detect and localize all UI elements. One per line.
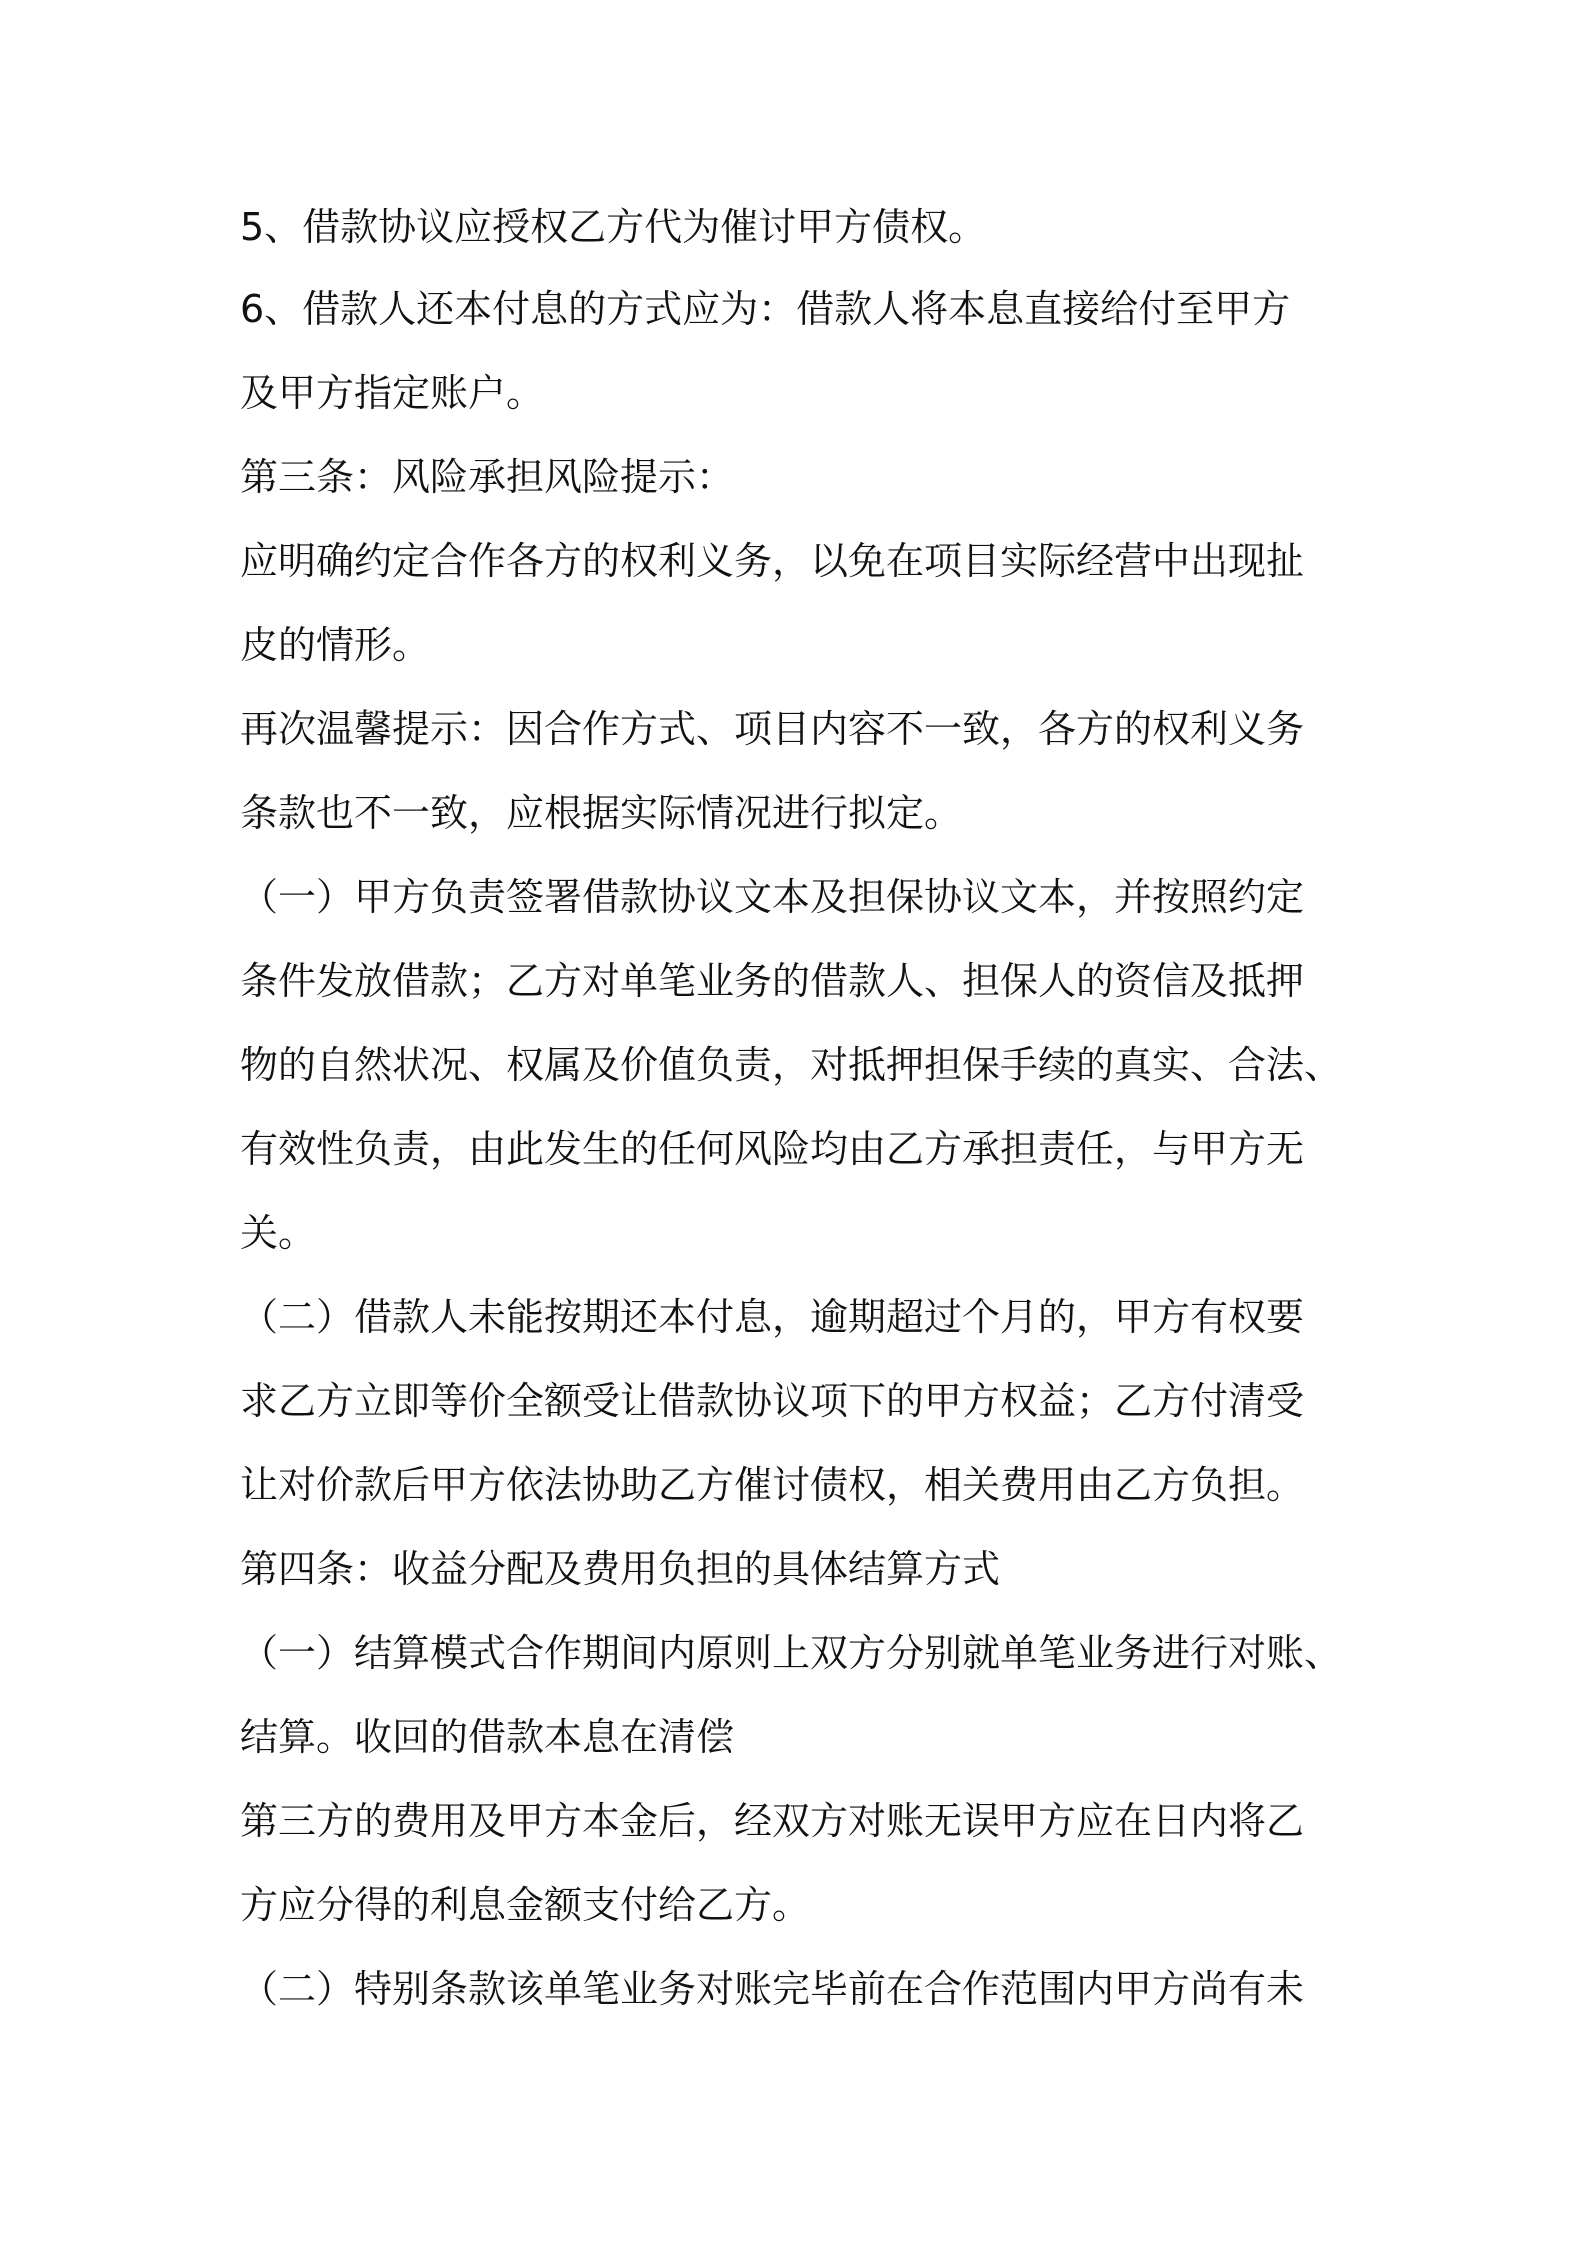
text-line: 第三方的费用及甲方本金后，经双方对账无误甲方应在日内将乙 bbox=[240, 1799, 1305, 1843]
text-line: 物的自然状况、权属及价值负责，对抵押担保手续的真实、合法、 bbox=[240, 1043, 1343, 1087]
text-line: 结算。收回的借款本息在清偿 bbox=[240, 1715, 735, 1759]
text-line: 方应分得的利息金额支付给乙方。 bbox=[240, 1883, 811, 1927]
text-line: 关。 bbox=[240, 1211, 317, 1255]
text-line: 让对价款后甲方依法协助乙方催讨债权，相关费用由乙方负担。 bbox=[240, 1463, 1305, 1507]
text-line: （二）借款人未能按期还本付息，逾期超过个月的，甲方有权要 bbox=[240, 1295, 1305, 1339]
text-line: 及甲方指定账户。 bbox=[240, 371, 545, 415]
text-line: （一）结算模式合作期间内原则上双方分别就单笔业务进行对账、 bbox=[240, 1631, 1343, 1675]
text-line: 皮的情形。 bbox=[240, 623, 431, 667]
text-line: 第四条：收益分配及费用负担的具体结算方式 bbox=[240, 1547, 1001, 1591]
text-line: 5、借款协议应授权乙方代为催讨甲方债权。 bbox=[240, 205, 987, 249]
text-line: 6、借款人还本付息的方式应为：借款人将本息直接给付至甲方 bbox=[240, 287, 1291, 331]
text-line: 求乙方立即等价全额受让借款协议项下的甲方权益；乙方付清受 bbox=[240, 1379, 1305, 1423]
text-line: （二）特别条款该单笔业务对账完毕前在合作范围内甲方尚有未 bbox=[240, 1967, 1305, 2011]
text-line: 条件发放借款；乙方对单笔业务的借款人、担保人的资信及抵押 bbox=[240, 959, 1305, 1003]
text-line: 条款也不一致，应根据实际情况进行拟定。 bbox=[240, 791, 963, 835]
text-line: 再次温馨提示：因合作方式、项目内容不一致，各方的权利义务 bbox=[240, 707, 1305, 751]
text-line: （一）甲方负责签署借款协议文本及担保协议文本，并按照约定 bbox=[240, 875, 1305, 919]
text-line: 应明确约定合作各方的权利义务，以免在项目实际经营中出现扯 bbox=[240, 539, 1305, 583]
text-line: 第三条：风险承担风险提示： bbox=[240, 455, 735, 499]
text-line: 有效性负责，由此发生的任何风险均由乙方承担责任，与甲方无 bbox=[240, 1127, 1305, 1171]
